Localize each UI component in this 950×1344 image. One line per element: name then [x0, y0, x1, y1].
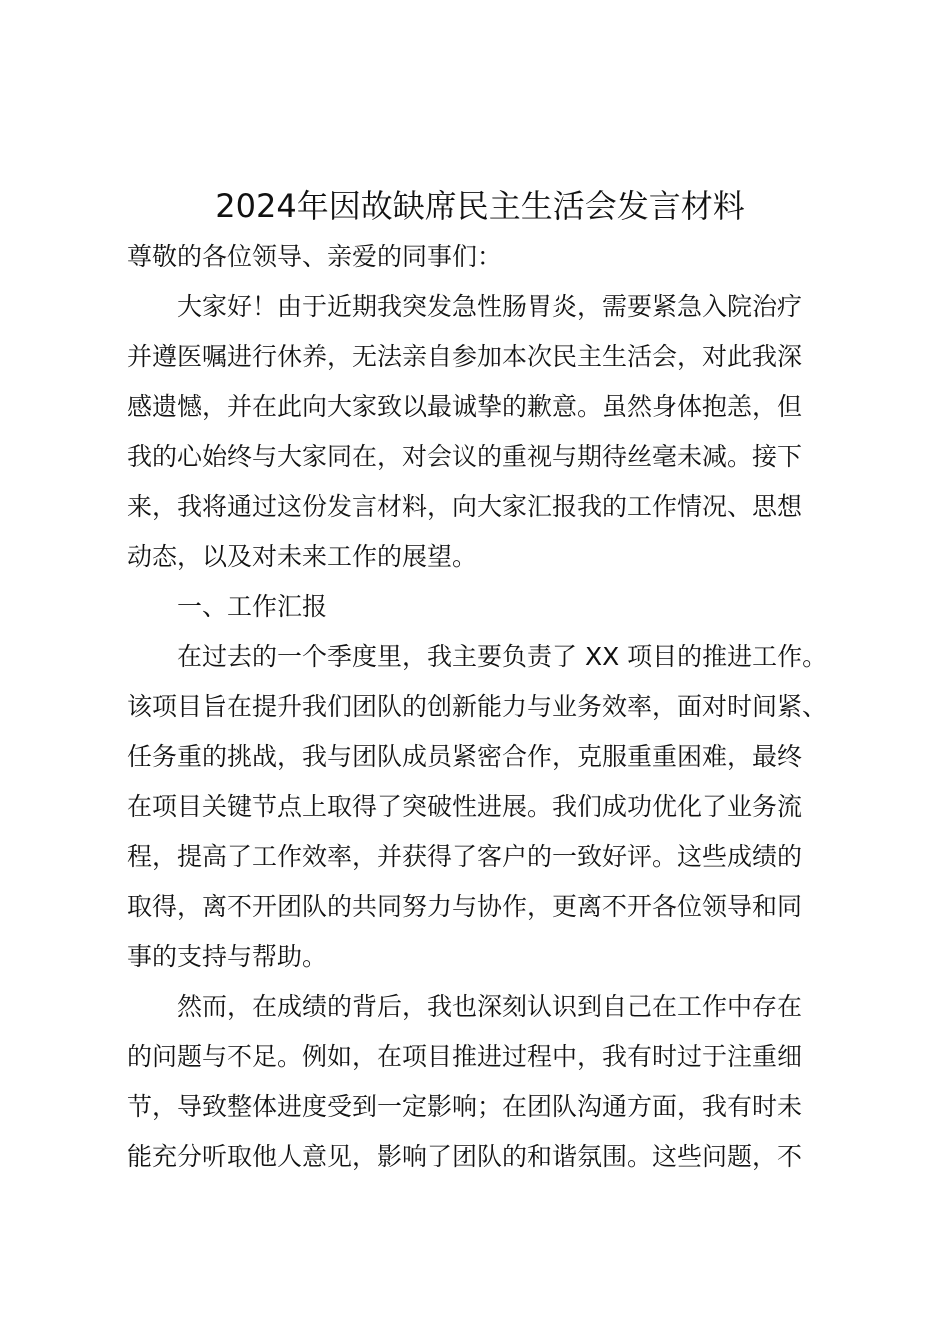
document-body — [127, 232, 847, 1182]
paragraph-line: 能充分听取他人意见，影响了团队的和谐氛围。这些问题，不 — [127, 1142, 803, 1171]
paragraph-line: 我的心始终与大家同在，对会议的重视与期待丝毫未减。接下 — [127, 442, 803, 471]
paragraph-line: 在过去的一个季度里，我主要负责了 XX 项目的推进工作。 — [177, 642, 828, 671]
paragraph-line: 然而，在成绩的背后，我也深刻认识到自己在工作中存在 — [177, 992, 803, 1021]
paragraph-line: 并遵医嘱进行休养，无法亲自参加本次民主生活会，对此我深 — [127, 342, 803, 371]
paragraph-line: 大家好！由于近期我突发急性肠胃炎，需要紧急入院治疗 — [177, 292, 803, 321]
paragraph-line: 取得，离不开团队的共同努力与协作，更离不开各位领导和同 — [127, 892, 803, 921]
paragraph-line: 程，提高了工作效率，并获得了客户的一致好评。这些成绩的 — [127, 842, 803, 871]
paragraph-line: 感遗憾，并在此向大家致以最诚挚的歉意。虽然身体抱恙，但 — [127, 392, 803, 421]
salutation: 尊敬的各位领导、亲爱的同事们： — [127, 242, 503, 271]
paragraph-line: 事的支持与帮助。 — [127, 942, 328, 971]
paragraph-line: 在项目关键节点上取得了突破性进展。我们成功优化了业务流 — [127, 792, 803, 821]
paragraph-line: 该项目旨在提升我们团队的创新能力与业务效率，面对时间紧、 — [127, 692, 828, 721]
paragraph-line: 节，导致整体进度受到一定影响；在团队沟通方面，我有时未 — [127, 1092, 803, 1121]
document-title: 2024年因故缺席民主生活会发言材料 — [215, 187, 745, 225]
section-heading: 一、工作汇报 — [177, 592, 328, 621]
paragraph-line: 任务重的挑战，我与团队成员紧密合作，克服重重困难，最终 — [127, 742, 803, 771]
paragraph-line: 的问题与不足。例如，在项目推进过程中，我有时过于注重细 — [127, 1042, 803, 1071]
paragraph-line: 来，我将通过这份发言材料，向大家汇报我的工作情况、思想 — [127, 492, 803, 521]
paragraph-line: 动态，以及对未来工作的展望。 — [127, 542, 478, 571]
